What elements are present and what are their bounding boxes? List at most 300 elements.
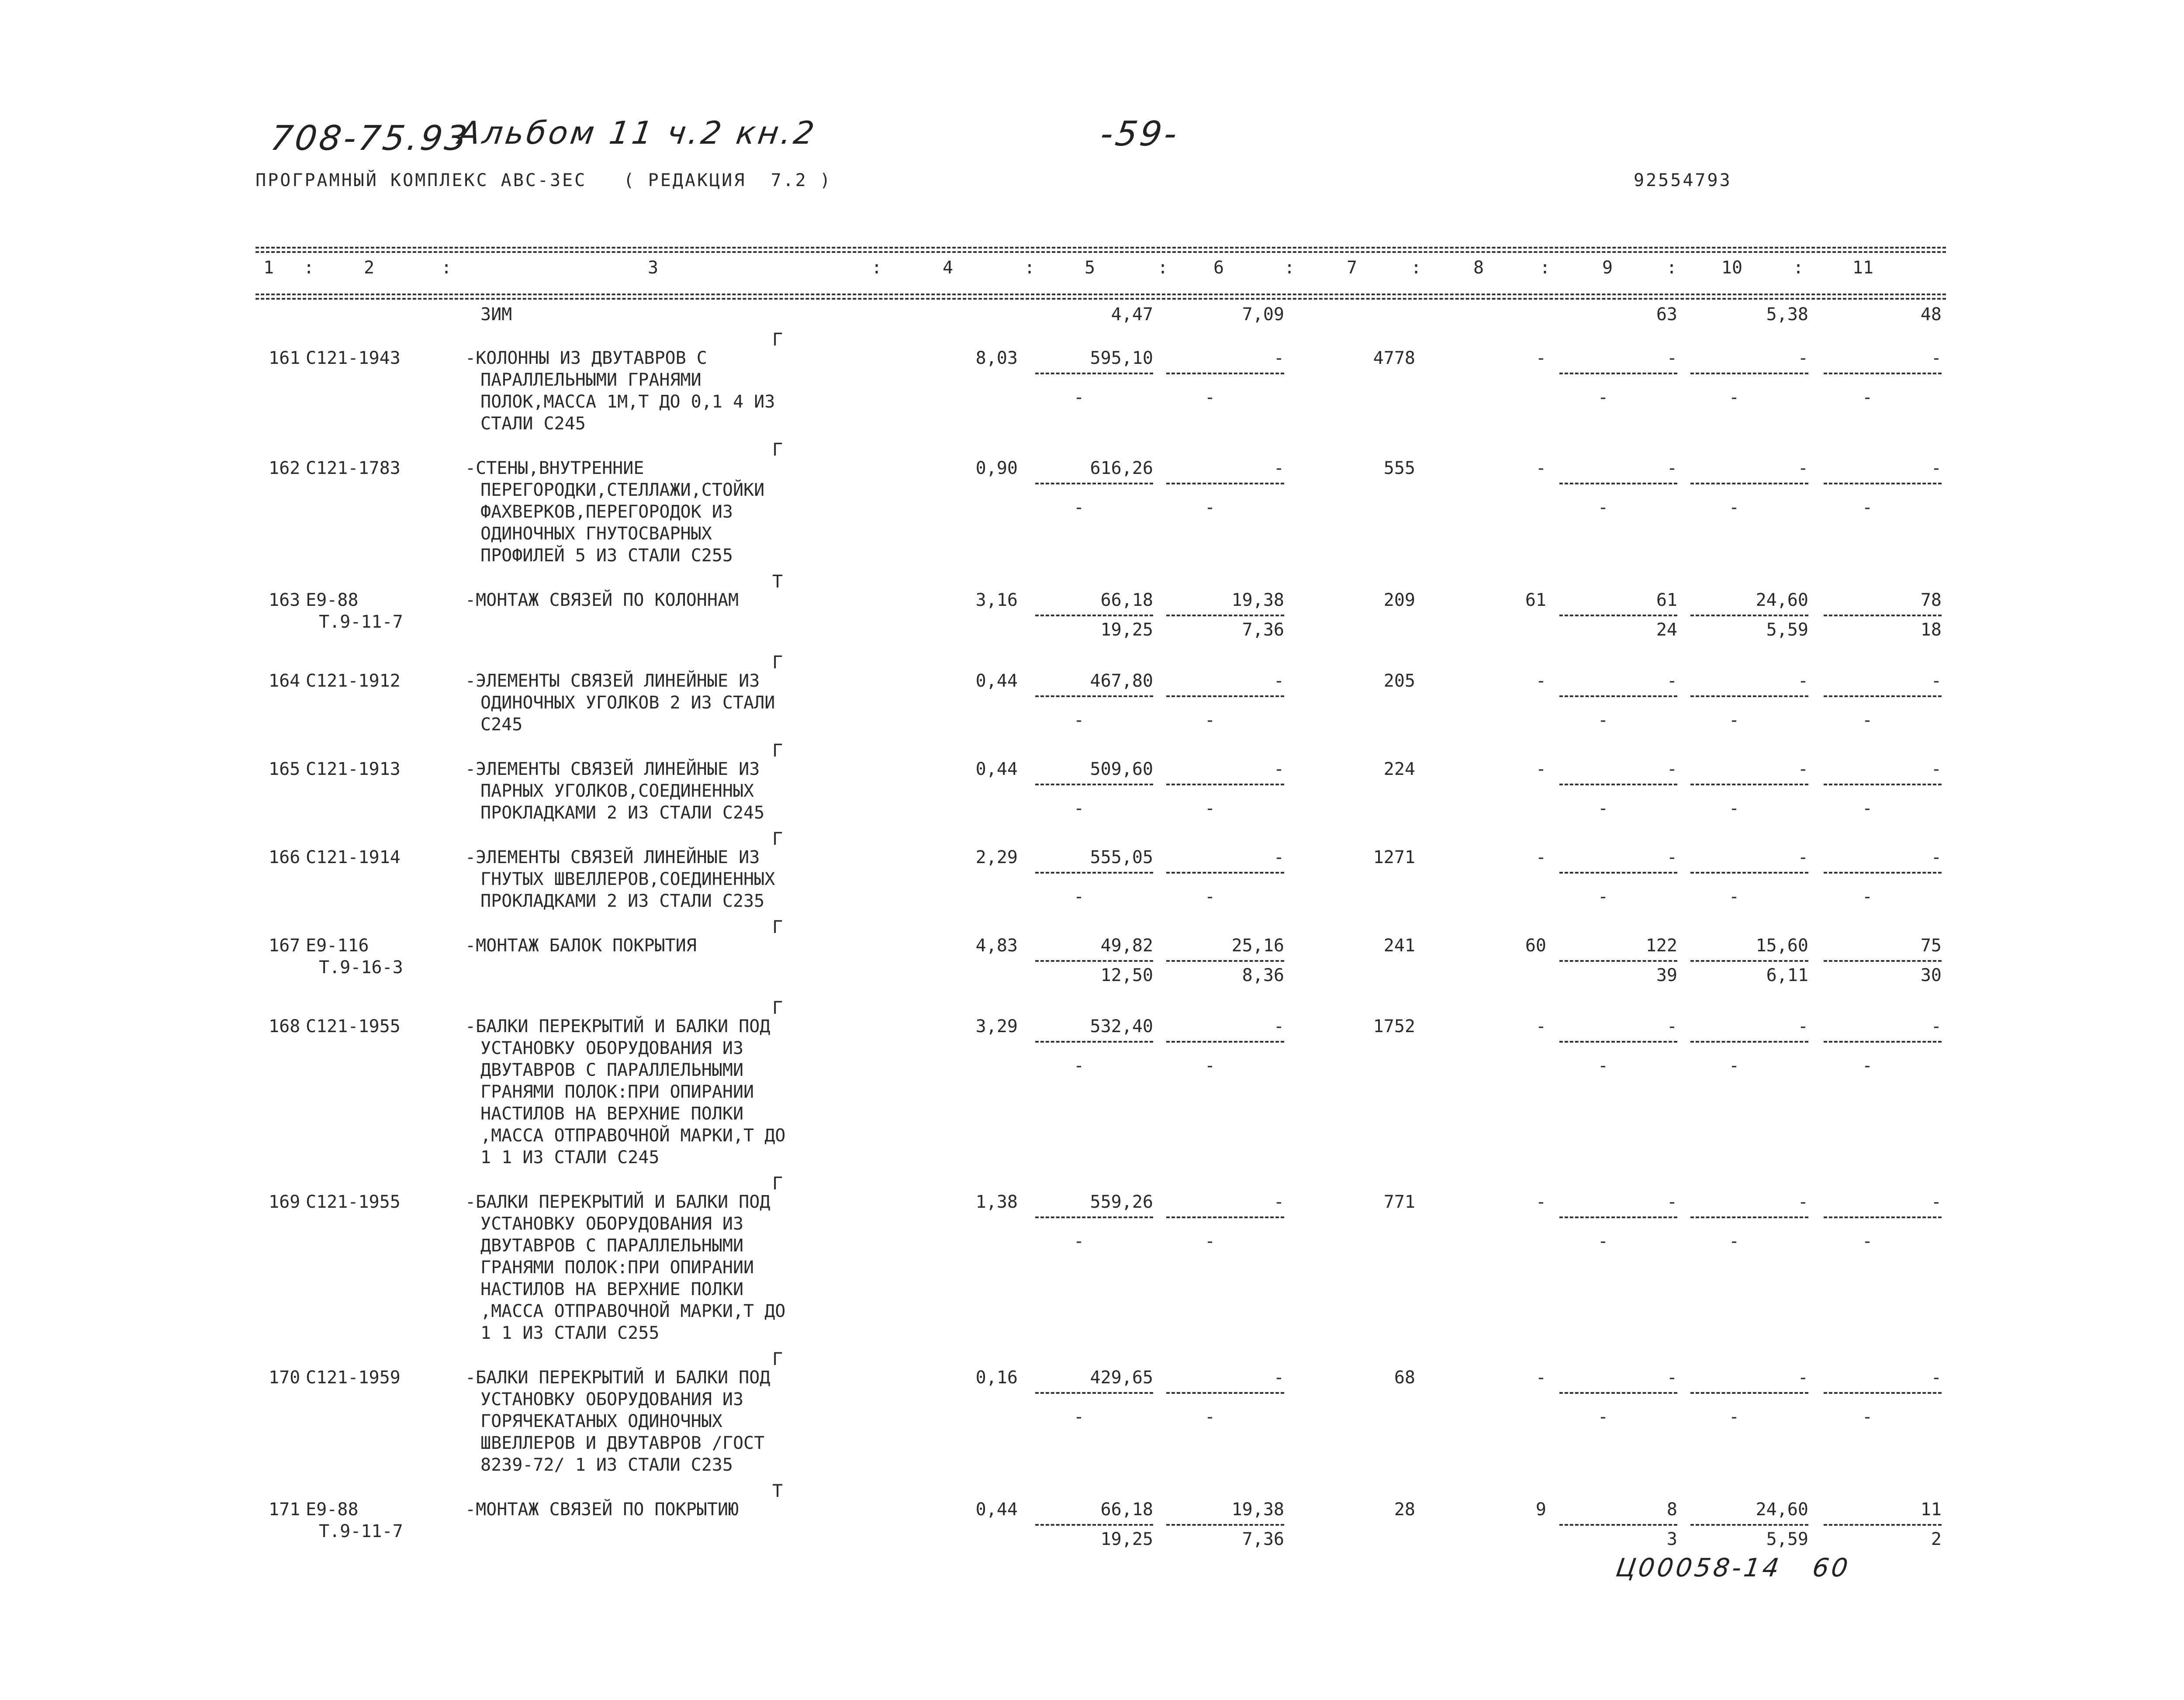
value-c7: 224: [1383, 759, 1415, 779]
sub-value-b6: 8,36: [1242, 965, 1284, 985]
value-divider: [1824, 373, 1942, 374]
value-divider: [1166, 784, 1284, 785]
value-c7: 205: [1383, 671, 1415, 691]
value-divider: [1035, 1392, 1153, 1394]
norm-code-2: Т.9-11-7: [319, 1521, 403, 1541]
sub-value-b6: -: [1204, 1231, 1216, 1251]
description-line: ПРОКЛАДКАМИ 2 ИЗ СТАЛИ С245: [480, 803, 765, 823]
sub-value-b6: 7,36: [1242, 1529, 1284, 1549]
value-divider: [1824, 1041, 1942, 1043]
value-c10: -: [1797, 458, 1808, 478]
value-c8: -: [1535, 348, 1546, 368]
sub-value-b9: -: [1597, 798, 1609, 819]
value-c7: 1271: [1373, 847, 1415, 867]
value-divider: [1559, 960, 1677, 962]
column-header: 6: [1213, 258, 1224, 278]
value-divider: [1559, 784, 1677, 785]
description-line: ДВУТАВРОВ С ПАРАЛЛЕЛЬНЫМИ: [480, 1060, 744, 1080]
value-divider: [1166, 1392, 1284, 1394]
description-line: ОДИНОЧНЫХ УГОЛКОВ 2 ИЗ СТАЛИ: [480, 693, 775, 713]
value-c10: -: [1797, 348, 1808, 368]
description-line: -БАЛКИ ПЕРЕКРЫТИЙ И БАЛКИ ПОД: [465, 1368, 771, 1388]
column-header: 4: [942, 258, 954, 278]
value-c8: -: [1535, 671, 1546, 691]
row-number: 171: [269, 1500, 301, 1520]
sub-value-b9: 24: [1656, 620, 1677, 640]
unit-mark: Г: [772, 741, 783, 761]
row-number: 167: [269, 936, 301, 956]
value-divider: [1690, 1041, 1808, 1043]
value-divider: [1690, 784, 1808, 785]
value-c6: -: [1273, 458, 1284, 478]
column-header: 5: [1084, 258, 1095, 278]
sub-value-b10: -: [1728, 387, 1740, 408]
unit-mark: Г: [772, 829, 783, 849]
value-divider: [1824, 1524, 1942, 1526]
value-c9: -: [1666, 847, 1677, 867]
description-line: 1 1 ИЗ СТАЛИ С255: [480, 1323, 660, 1343]
value-divider: [1166, 872, 1284, 874]
column-separator: :: [1540, 258, 1551, 278]
handwritten-project-code: 708-75.93: [268, 119, 472, 158]
value-c9: -: [1666, 458, 1677, 478]
value-divider: [1690, 960, 1808, 962]
value-c11: -: [1931, 1192, 1942, 1212]
row-number: 165: [269, 759, 301, 779]
value-c9: -: [1666, 348, 1677, 368]
value-divider: [1166, 1216, 1284, 1218]
column-separator: :: [1666, 258, 1677, 278]
value-c5: 595,10: [1090, 348, 1153, 368]
unit-mark: Г: [772, 998, 783, 1018]
description-line: УСТАНОВКУ ОБОРУДОВАНИЯ ИЗ: [480, 1389, 744, 1410]
row-number: 169: [269, 1192, 301, 1212]
value-divider: [1035, 695, 1153, 697]
unit-mark: Г: [772, 917, 783, 937]
value-divider: [1035, 1041, 1153, 1043]
value-divider: [1690, 872, 1808, 874]
unit-mark: Г: [772, 653, 783, 673]
column-header: 1: [263, 258, 274, 278]
description-line: -БАЛКИ ПЕРЕКРЫТИЙ И БАЛКИ ПОД: [465, 1192, 771, 1212]
value-c8: -: [1535, 1192, 1546, 1212]
column-separator: :: [304, 258, 314, 278]
sub-value-b5: -: [1073, 1056, 1085, 1076]
value-divider: [1690, 1216, 1808, 1218]
value-divider: [1824, 872, 1942, 874]
value-divider: [1824, 483, 1942, 484]
norm-code-2: Т.9-16-3: [319, 957, 403, 978]
description-line: УСТАНОВКУ ОБОРУДОВАНИЯ ИЗ: [480, 1214, 744, 1234]
value-c6: -: [1273, 1192, 1284, 1212]
value-c10: 24,60: [1755, 590, 1808, 610]
value-divider: [1035, 960, 1153, 962]
description-line: 8239-72/ 1 ИЗ СТАЛИ С235: [480, 1455, 733, 1475]
description-line: НАСТИЛОВ НА ВЕРХНИЕ ПОЛКИ: [480, 1104, 744, 1124]
value-divider: [1824, 1216, 1942, 1218]
carry-c9: 63: [1656, 304, 1677, 325]
value-c9: -: [1666, 1016, 1677, 1037]
description-line: -КОЛОННЫ ИЗ ДВУТАВРОВ С: [465, 348, 707, 368]
sub-value-b5: -: [1073, 887, 1085, 907]
value-c6: 25,16: [1231, 936, 1284, 956]
value-c8: -: [1535, 759, 1546, 779]
column-separator: :: [1158, 258, 1168, 278]
description-line: -ЭЛЕМЕНТЫ СВЯЗЕЙ ЛИНЕЙНЫЕ ИЗ: [465, 847, 760, 867]
column-header: 2: [363, 258, 375, 278]
value-c10: -: [1797, 1016, 1808, 1037]
row-number: 161: [269, 348, 301, 368]
value-divider: [1559, 1216, 1677, 1218]
sub-value-b6: -: [1204, 887, 1216, 907]
value-divider: [1166, 615, 1284, 616]
sub-value-b10: 5,59: [1766, 620, 1808, 640]
value-c9: -: [1666, 759, 1677, 779]
value-c4: 3,16: [975, 590, 1018, 610]
value-divider: [1824, 1392, 1942, 1394]
sub-value-b9: -: [1597, 1231, 1609, 1251]
value-c7: 68: [1394, 1368, 1415, 1388]
value-c8: 9: [1535, 1500, 1546, 1520]
description-line: ПАРНЫХ УГОЛКОВ,СОЕДИНЕННЫХ: [480, 781, 754, 801]
column-header: 11: [1852, 258, 1874, 278]
norm-code: Е9-88: [306, 590, 359, 610]
value-c5: 616,26: [1090, 458, 1153, 478]
value-divider: [1035, 1216, 1153, 1218]
sub-value-b10: -: [1728, 1407, 1740, 1427]
value-divider: [1559, 1524, 1677, 1526]
value-c4: 3,29: [975, 1016, 1018, 1037]
value-c4: 0,90: [975, 458, 1018, 478]
unit-mark: Г: [772, 440, 783, 460]
norm-code: С121-1955: [306, 1192, 401, 1212]
value-c9: -: [1666, 1192, 1677, 1212]
value-c9: -: [1666, 1368, 1677, 1388]
value-divider: [1690, 1392, 1808, 1394]
value-divider: [1035, 784, 1153, 785]
sub-value-b5: -: [1073, 798, 1085, 819]
description-line: -ЭЛЕМЕНТЫ СВЯЗЕЙ ЛИНЕЙНЫЕ ИЗ: [465, 671, 760, 691]
value-divider: [1166, 1524, 1284, 1526]
value-divider: [1690, 483, 1808, 484]
sub-value-b11: -: [1862, 387, 1873, 408]
value-divider: [1559, 1041, 1677, 1043]
sub-value-b11: -: [1862, 887, 1873, 907]
sub-value-b11: -: [1862, 1407, 1873, 1427]
value-c10: -: [1797, 1192, 1808, 1212]
carry-c6: 7,09: [1242, 304, 1284, 325]
sub-value-b11: 30: [1920, 965, 1942, 985]
value-c10: 15,60: [1755, 936, 1808, 956]
value-c5: 49,82: [1100, 936, 1153, 956]
value-c8: 60: [1525, 936, 1546, 956]
value-c11: -: [1931, 1368, 1942, 1388]
value-c5: 559,26: [1090, 1192, 1153, 1212]
value-c4: 4,83: [975, 936, 1018, 956]
sub-value-b11: -: [1862, 498, 1873, 518]
column-separator: :: [1284, 258, 1295, 278]
sub-value-b6: -: [1204, 710, 1216, 730]
value-c10: -: [1797, 759, 1808, 779]
norm-code: Е9-116: [306, 936, 369, 956]
value-c6: -: [1273, 671, 1284, 691]
value-c5: 532,40: [1090, 1016, 1153, 1037]
handwritten-reference: Ц00058-14: [1614, 1553, 1784, 1583]
sub-value-b5: -: [1073, 387, 1085, 408]
description-line: ,МАССА ОТПРАВОЧНОЙ МАРКИ,Т ДО: [480, 1126, 786, 1146]
value-c11: -: [1931, 1016, 1942, 1037]
value-c7: 555: [1383, 458, 1415, 478]
column-separator: :: [1411, 258, 1422, 278]
value-c7: 209: [1383, 590, 1415, 610]
value-divider: [1824, 615, 1942, 616]
value-c6: -: [1273, 1368, 1284, 1388]
sub-value-b6: -: [1204, 498, 1216, 518]
sub-value-b5: 12,50: [1100, 965, 1153, 985]
column-header: 8: [1473, 258, 1484, 278]
unit-mark: Г: [772, 1174, 783, 1194]
value-divider: [1824, 695, 1942, 697]
value-c9: 122: [1645, 936, 1677, 956]
value-divider: [1824, 960, 1942, 962]
sub-value-b11: 18: [1920, 620, 1942, 640]
value-c5: 467,80: [1090, 671, 1153, 691]
value-divider: [1035, 872, 1153, 874]
value-c7: 241: [1383, 936, 1415, 956]
sub-value-b6: -: [1204, 387, 1216, 408]
value-divider: [1166, 373, 1284, 374]
sub-value-b9: 3: [1666, 1529, 1677, 1549]
row-number: 164: [269, 671, 301, 691]
value-c7: 1752: [1373, 1016, 1415, 1037]
value-c11: 78: [1920, 590, 1942, 610]
norm-code: С121-1943: [306, 348, 401, 368]
value-divider: [1559, 373, 1677, 374]
description-line: С245: [480, 715, 523, 735]
value-divider: [1690, 695, 1808, 697]
description-line: ПРОФИЛЕЙ 5 ИЗ СТАЛИ С255: [480, 546, 733, 566]
description-line: ПОЛОК,МАССА 1М,Т ДО 0,1 4 ИЗ: [480, 392, 775, 412]
sub-value-b10: -: [1728, 710, 1740, 730]
description-line: -СТЕНЫ,ВНУТРЕННИЕ: [465, 458, 644, 478]
value-c10: -: [1797, 1368, 1808, 1388]
sub-value-b5: -: [1073, 1407, 1085, 1427]
sub-value-b10: -: [1728, 1056, 1740, 1076]
description-line: ДВУТАВРОВ С ПАРАЛЛЕЛЬНЫМИ: [480, 1236, 744, 1256]
row-number: 170: [269, 1368, 301, 1388]
column-separator: :: [1024, 258, 1035, 278]
description-line: ШВЕЛЛЕРОВ И ДВУТАВРОВ /ГОСТ: [480, 1433, 765, 1453]
value-c5: 555,05: [1090, 847, 1153, 867]
value-c7: 771: [1383, 1192, 1415, 1212]
value-c6: 19,38: [1231, 1500, 1284, 1520]
sub-value-b11: 2: [1931, 1529, 1942, 1549]
value-divider: [1690, 1524, 1808, 1526]
value-c11: -: [1931, 847, 1942, 867]
value-c9: 8: [1666, 1500, 1677, 1520]
value-c6: -: [1273, 1016, 1284, 1037]
carry-text: ЗИМ: [480, 304, 512, 325]
value-c8: -: [1535, 458, 1546, 478]
value-c7: 4778: [1373, 348, 1415, 368]
value-divider: [1559, 615, 1677, 616]
description-line: ГРАНЯМИ ПОЛОК:ПРИ ОПИРАНИИ: [480, 1258, 754, 1278]
description-line: ОДИНОЧНЫХ ГНУТОСВАРНЫХ: [480, 524, 712, 544]
value-divider: [1559, 872, 1677, 874]
sub-value-b5: -: [1073, 710, 1085, 730]
value-divider: [1690, 373, 1808, 374]
sub-value-b9: -: [1597, 1407, 1609, 1427]
document-code: 92554793: [1634, 170, 1732, 190]
carry-c5: 4,47: [1111, 304, 1153, 325]
value-divider: [1035, 1524, 1153, 1526]
unit-mark: Г: [772, 1349, 783, 1369]
unit-mark: Т: [772, 572, 783, 592]
value-c6: -: [1273, 348, 1284, 368]
sub-value-b10: -: [1728, 1231, 1740, 1251]
value-divider: [1035, 483, 1153, 484]
description-line: -МОНТАЖ СВЯЗЕЙ ПО ПОКРЫТИЮ: [465, 1500, 739, 1520]
description-line: ПЕРЕГОРОДКИ,СТЕЛЛАЖИ,СТОЙКИ: [480, 480, 765, 500]
value-divider: [1824, 784, 1942, 785]
column-header: 3: [647, 258, 659, 278]
value-c4: 8,03: [975, 348, 1018, 368]
row-number: 166: [269, 847, 301, 867]
sub-value-b11: -: [1862, 798, 1873, 819]
description-line: ГОРЯЧЕКАТАНЫХ ОДИНОЧНЫХ: [480, 1411, 722, 1431]
norm-code: С121-1914: [306, 847, 401, 867]
row-number: 163: [269, 590, 301, 610]
value-divider: [1166, 483, 1284, 484]
sub-value-b9: -: [1597, 498, 1609, 518]
description-line: -МОНТАЖ БАЛОК ПОКРЫТИЯ: [465, 936, 697, 956]
sub-value-b10: 5,59: [1766, 1529, 1808, 1549]
value-c6: -: [1273, 759, 1284, 779]
sub-value-b11: -: [1862, 1231, 1873, 1251]
sub-value-b5: 19,25: [1100, 620, 1153, 640]
value-c7: 28: [1394, 1500, 1415, 1520]
sub-value-b5: -: [1073, 498, 1085, 518]
sub-value-b10: -: [1728, 498, 1740, 518]
column-header: 7: [1346, 258, 1358, 278]
value-c10: 24,60: [1755, 1500, 1808, 1520]
norm-code: С121-1912: [306, 671, 401, 691]
value-divider: [1035, 373, 1153, 374]
sub-value-b6: -: [1204, 1407, 1216, 1427]
description-line: ,МАССА ОТПРАВОЧНОЙ МАРКИ,Т ДО: [480, 1301, 786, 1321]
carry-c11: 48: [1920, 304, 1942, 325]
unit-mark: Г: [772, 330, 783, 350]
column-separator: :: [441, 258, 452, 278]
value-c11: 75: [1920, 936, 1942, 956]
value-c9: -: [1666, 671, 1677, 691]
description-line: НАСТИЛОВ НА ВЕРХНИЕ ПОЛКИ: [480, 1279, 744, 1299]
sub-value-b6: -: [1204, 798, 1216, 819]
value-c4: 1,38: [975, 1192, 1018, 1212]
sub-value-b11: -: [1862, 1056, 1873, 1076]
value-c5: 509,60: [1090, 759, 1153, 779]
description-line: СТАЛИ С245: [480, 414, 586, 434]
value-c4: 2,29: [975, 847, 1018, 867]
value-c8: -: [1535, 1368, 1546, 1388]
value-c10: -: [1797, 847, 1808, 867]
row-number: 162: [269, 458, 301, 478]
value-c5: 429,65: [1090, 1368, 1153, 1388]
value-c4: 0,44: [975, 1500, 1018, 1520]
description-line: -БАЛКИ ПЕРЕКРЫТИЙ И БАЛКИ ПОД: [465, 1016, 771, 1037]
value-c11: -: [1931, 348, 1942, 368]
value-divider: [1166, 960, 1284, 962]
sub-value-b9: -: [1597, 387, 1609, 408]
value-divider: [1690, 615, 1808, 616]
value-divider: [1166, 1041, 1284, 1043]
description-line: ГРАНЯМИ ПОЛОК:ПРИ ОПИРАНИИ: [480, 1082, 754, 1102]
handwritten-sheet-number: 60: [1811, 1553, 1852, 1583]
norm-code: С121-1955: [306, 1016, 401, 1037]
value-c9: 61: [1656, 590, 1677, 610]
value-c11: -: [1931, 759, 1942, 779]
description-line: 1 1 ИЗ СТАЛИ С245: [480, 1147, 660, 1168]
value-c8: 61: [1525, 590, 1546, 610]
value-c4: 0,16: [975, 1368, 1018, 1388]
sub-value-b6: 7,36: [1242, 620, 1284, 640]
value-c11: 11: [1920, 1500, 1942, 1520]
value-c11: -: [1931, 458, 1942, 478]
value-c6: -: [1273, 847, 1284, 867]
description-line: ФАХВЕРКОВ,ПЕРЕГОРОДОК ИЗ: [480, 502, 733, 522]
value-c5: 66,18: [1100, 590, 1153, 610]
value-c5: 66,18: [1100, 1500, 1153, 1520]
value-c10: -: [1797, 671, 1808, 691]
value-divider: [1166, 695, 1284, 697]
column-header: 10: [1721, 258, 1743, 278]
sub-value-b5: -: [1073, 1231, 1085, 1251]
description-line: ПАРАЛЛЕЛЬНЫМИ ГРАНЯМИ: [480, 370, 702, 390]
value-divider: [1559, 1392, 1677, 1394]
column-separator: :: [1793, 258, 1804, 278]
sub-value-b9: 39: [1656, 965, 1677, 985]
value-divider: [1559, 695, 1677, 697]
sub-value-b11: -: [1862, 710, 1873, 730]
value-c11: -: [1931, 671, 1942, 691]
value-c8: -: [1535, 847, 1546, 867]
row-number: 168: [269, 1016, 301, 1037]
description-line: -ЭЛЕМЕНТЫ СВЯЗЕЙ ЛИНЕЙНЫЕ ИЗ: [465, 759, 760, 779]
description-line: -МОНТАЖ СВЯЗЕЙ ПО КОЛОННАМ: [465, 590, 739, 610]
column-separator: :: [871, 258, 882, 278]
norm-code: Е9-88: [306, 1500, 359, 1520]
norm-code-2: Т.9-11-7: [319, 612, 403, 632]
value-c6: 19,38: [1231, 590, 1284, 610]
norm-code: С121-1959: [306, 1368, 401, 1388]
column-header: 9: [1602, 258, 1613, 278]
sub-value-b5: 19,25: [1100, 1529, 1153, 1549]
sub-value-b10: 6,11: [1766, 965, 1808, 985]
description-line: ГНУТЫХ ШВЕЛЛЕРОВ,СОЕДИНЕННЫХ: [480, 869, 775, 889]
sub-value-b10: -: [1728, 887, 1740, 907]
description-line: ПРОКЛАДКАМИ 2 ИЗ СТАЛИ С235: [480, 891, 765, 911]
norm-code: С121-1913: [306, 759, 401, 779]
norm-code: С121-1783: [306, 458, 401, 478]
sub-value-b6: -: [1204, 1056, 1216, 1076]
value-divider: [1035, 615, 1153, 616]
sub-value-b9: -: [1597, 887, 1609, 907]
handwritten-album-ref: Альбом 11 ч.2 кн.2: [456, 114, 819, 151]
description-line: УСТАНОВКУ ОБОРУДОВАНИЯ ИЗ: [480, 1038, 744, 1058]
unit-mark: Т: [772, 1481, 783, 1501]
value-c4: 0,44: [975, 759, 1018, 779]
program-line: ПРОГРАМНЫЙ КОМПЛЕКС АВС-3ЕС ( РЕДАКЦИЯ 7.2 ): [256, 170, 832, 190]
